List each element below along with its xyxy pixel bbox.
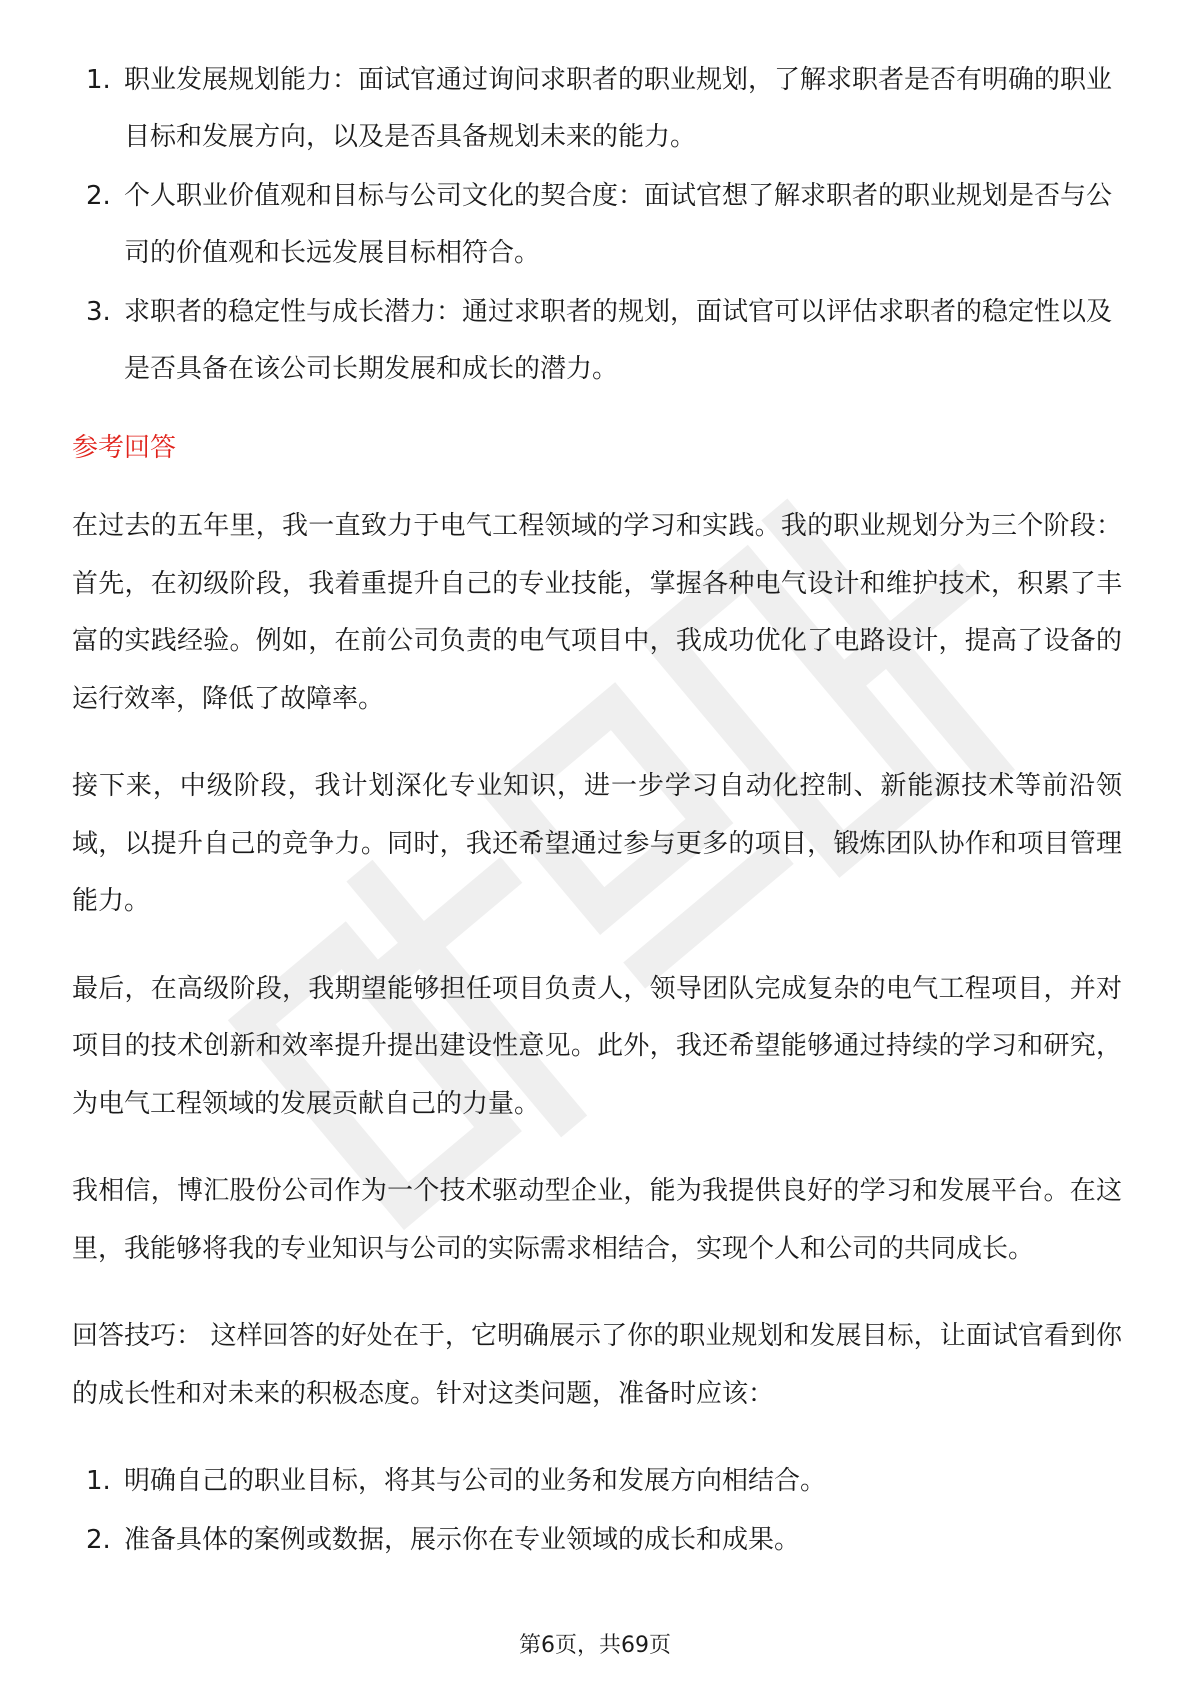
tips-paragraph: 回答技巧： 这样回答的好处在于，它明确展示了你的职业规划和发展目标，让面试官看到你的成长性和对未来的积极态度。针对这类问题，准备时应该： [72, 1321, 1122, 1409]
document-page [72, 52, 1122, 1571]
evaluation-points-list [72, 52, 1122, 398]
list-item [72, 1512, 1122, 1569]
list-item [72, 284, 1122, 398]
list-number: 1. [86, 1466, 111, 1496]
list-text: 职业发展规划能力：面试官通过询问求职者的职业规划，了解求职者是否有明确的职业目标和发展方向，以及是否具备规划未来的能力。 [124, 65, 1113, 152]
list-number: 2. [86, 181, 111, 211]
list-item [72, 52, 1122, 166]
preparation-tips-list [72, 1453, 1122, 1569]
list-text: 准备具体的案例或数据，展示你在专业领域的成长和成果。 [124, 1525, 801, 1555]
answer-paragraph: 最后，在高级阶段，我期望能够担任项目负责人，领导团队完成复杂的电气工程项目，并对项目的技术创新和效率提升提出建设性意见。此外，我还希望能够通过持续的学习和研究，为电气工程领域的发展贡献自己的力量。 [72, 973, 1122, 1119]
list-item [72, 168, 1122, 282]
list-text: 明确自己的职业目标，将其与公司的业务和发展方向相结合。 [124, 1466, 827, 1496]
answer-paragraph: 接下来，中级阶段，我计划深化专业知识，进一步学习自动化控制、新能源技术等前沿领域，以提升自己的竞争力。同时，我还希望通过参与更多的项目，锻炼团队协作和项目管理能力。 [72, 771, 1122, 916]
list-text: 求职者的稳定性与成长潜力：通过求职者的规划，面试官可以评估求职者的稳定性以及是否具备在该公司长期发展和成长的潜力。 [124, 297, 1113, 384]
list-number: 1. [86, 65, 111, 95]
answer-paragraph: 在过去的五年里，我一直致力于电气工程领域的学习和实践。我的职业规划分为三个阶段：首先，在初级阶段，我着重提升自己的专业技能，掌握各种电气设计和维护技术，积累了丰富的实践经验。例如，在前公司负责的电气项目中，我成功优化了电路设计，提高了设备的运行效率，降低了故障率。 [72, 511, 1122, 714]
list-number: 2. [86, 1525, 111, 1555]
list-text: 个人职业价值观和目标与公司文化的契合度：面试官想了解求职者的职业规划是否与公司的价值观和长远发展目标相符合。 [124, 181, 1113, 268]
answer-paragraph: 我相信，博汇股份公司作为一个技术驱动型企业，能为我提供良好的学习和发展平台。在这里，我能够将我的专业知识与公司的实际需求相结合，实现个人和公司的共同成长。 [72, 1176, 1122, 1264]
reference-answer-title: 参考回答 [72, 433, 177, 463]
list-item [72, 1453, 1122, 1510]
page-number-footer: 第6页，共69页 [519, 1633, 671, 1658]
list-number: 3. [86, 297, 111, 327]
